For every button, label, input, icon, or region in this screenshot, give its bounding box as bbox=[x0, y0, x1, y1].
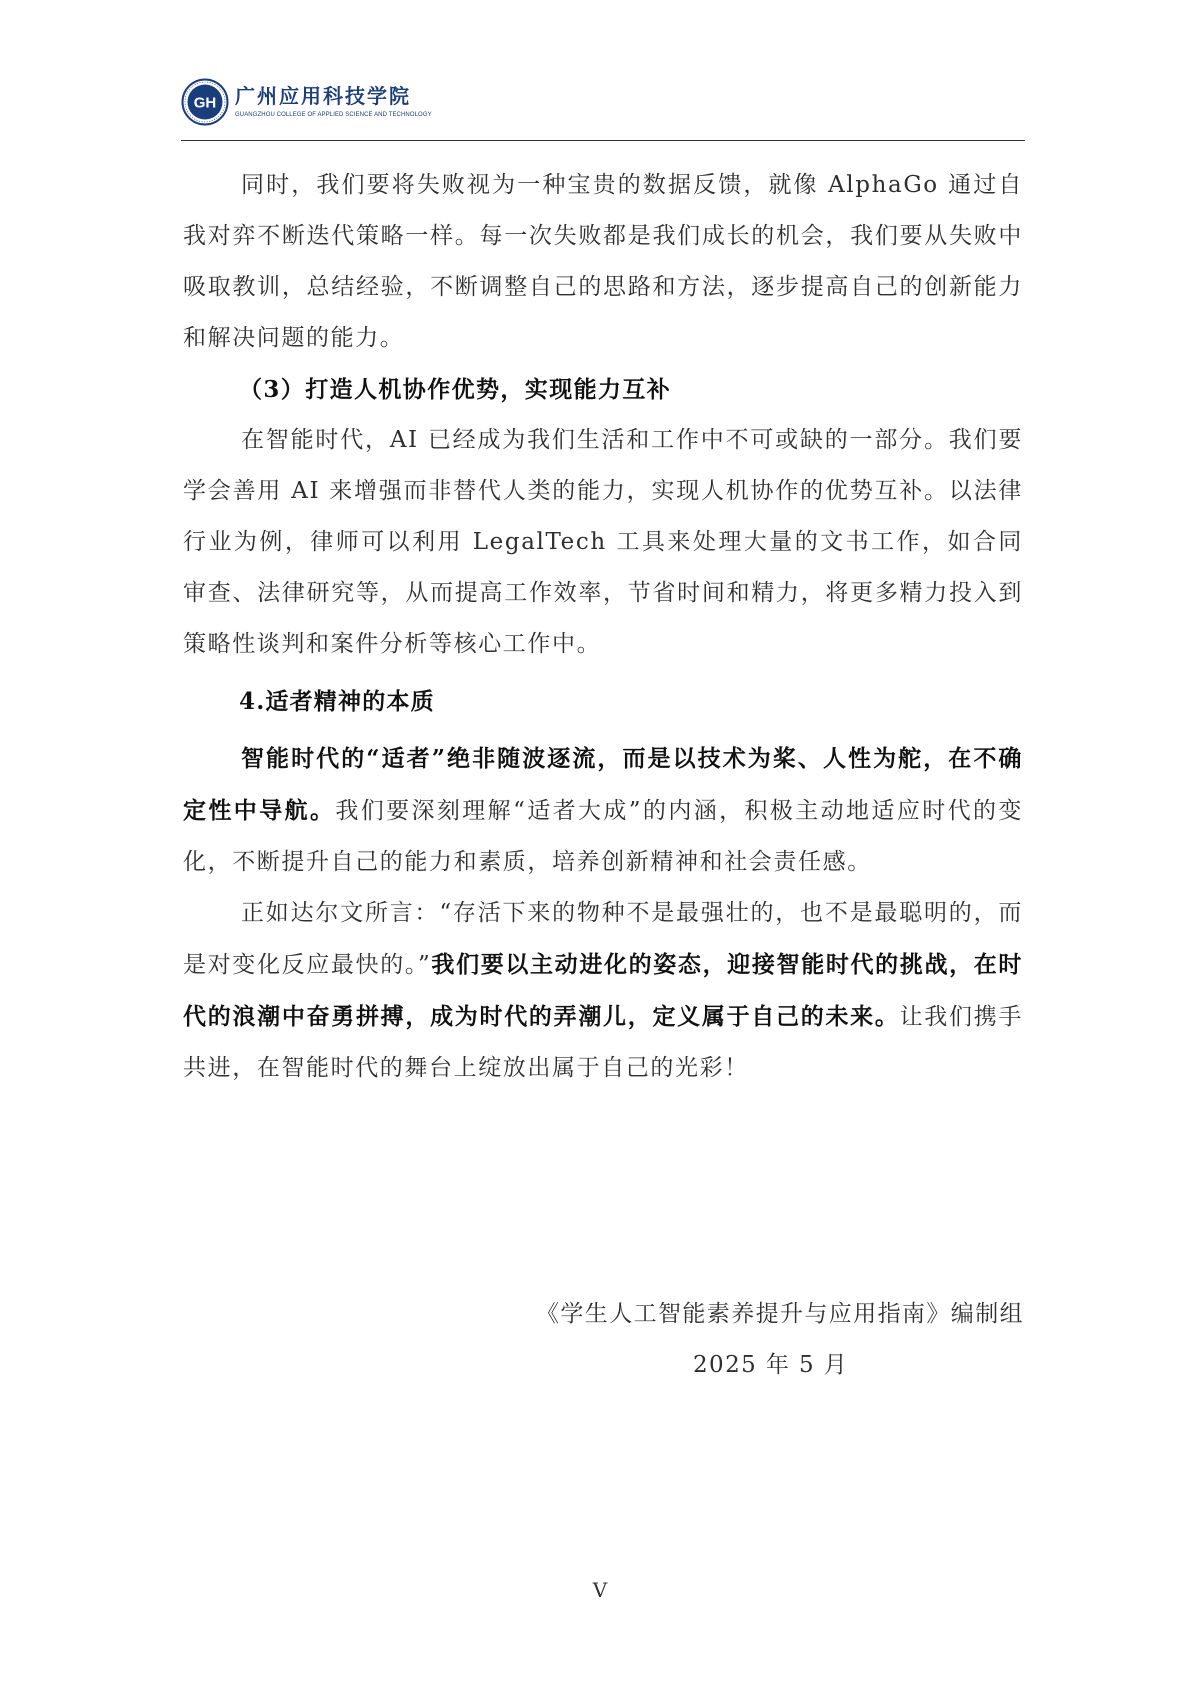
paragraph-4-bold-text: 我们要以主动进化的姿态，迎接智能时代的挑战，在时代的浪潮中奋勇拼搏，成为时代的弄潮儿，定义属于自己的未来。 bbox=[183, 951, 1023, 1030]
page-body bbox=[183, 160, 1023, 1094]
paragraph-human-ai-collaboration: 在智能时代，AI 已经成为我们生活和工作中不可或缺的一部分。我们要学会善用 AI 来增强而非替代人类的能力，实现人机协作的优势互补。以法律行业为例，律师可以利用 LegalTech 工具来处理大量的文书工作，如合同审查、法律研究等，从而提高工作效率，节省时间和精力，将更多精力投入到策略性谈判和案件分析等核心工作中。 bbox=[183, 427, 1023, 657]
paragraph-3-text: 我们要深刻理解“适者大成”的内涵，积极主动地适应时代的变化，不断提升自己的能力和素质，培养创新精神和社会责任感。 bbox=[183, 798, 1023, 875]
school-logo-icon bbox=[181, 78, 229, 126]
section-4-heading: 4.适者精神的本质 bbox=[239, 688, 435, 715]
school-name-cn: 广州应用科技学院 bbox=[235, 84, 411, 108]
paragraph-4-quote-text: 正如达尔文所言：“存活下来的物种不是最强壮的，也不是最聪明的，而是对变化反应最快的。” bbox=[183, 900, 1023, 978]
signature: 《学生人工智能素养提升与应用指南》编制组 bbox=[536, 1301, 1024, 1327]
paragraph-fittest-essence bbox=[183, 733, 1023, 888]
paragraph-failure-feedback: 同时，我们要将失败视为一种宝贵的数据反馈，就像 AlphaGo 通过自我对弈不断迭代策略一样。每一次失败都是我们成长的机会，我们要从失败中吸取教训，总结经验，不断调整自己的思路和方法，逐步提高自己的创新能力和解决问题的能力。 bbox=[183, 172, 1023, 351]
school-name-en: GUANGZHOU COLLEGE OF APPLIED SCIENCE AND TECHNOLOGY bbox=[235, 112, 432, 118]
section-3-heading: （3）打造人机协作优势，实现能力互补 bbox=[239, 376, 672, 403]
paragraph-4-closing-text: 让我们携手共进，在智能时代的舞台上绽放出属于自己的光彩！ bbox=[183, 1004, 1023, 1081]
signature-date: 2025 年 5 月 bbox=[693, 1352, 849, 1378]
page-number: V bbox=[592, 1578, 608, 1602]
paragraph-3-bold-text: 智能时代的“适者”绝非随波逐流，而是以技术为桨、人性为舵，在不确定性中导航。 bbox=[183, 745, 1023, 824]
paragraph-darwin-quote bbox=[183, 888, 1023, 1094]
page-header bbox=[181, 70, 1025, 141]
logo-initials: GH bbox=[193, 94, 217, 112]
